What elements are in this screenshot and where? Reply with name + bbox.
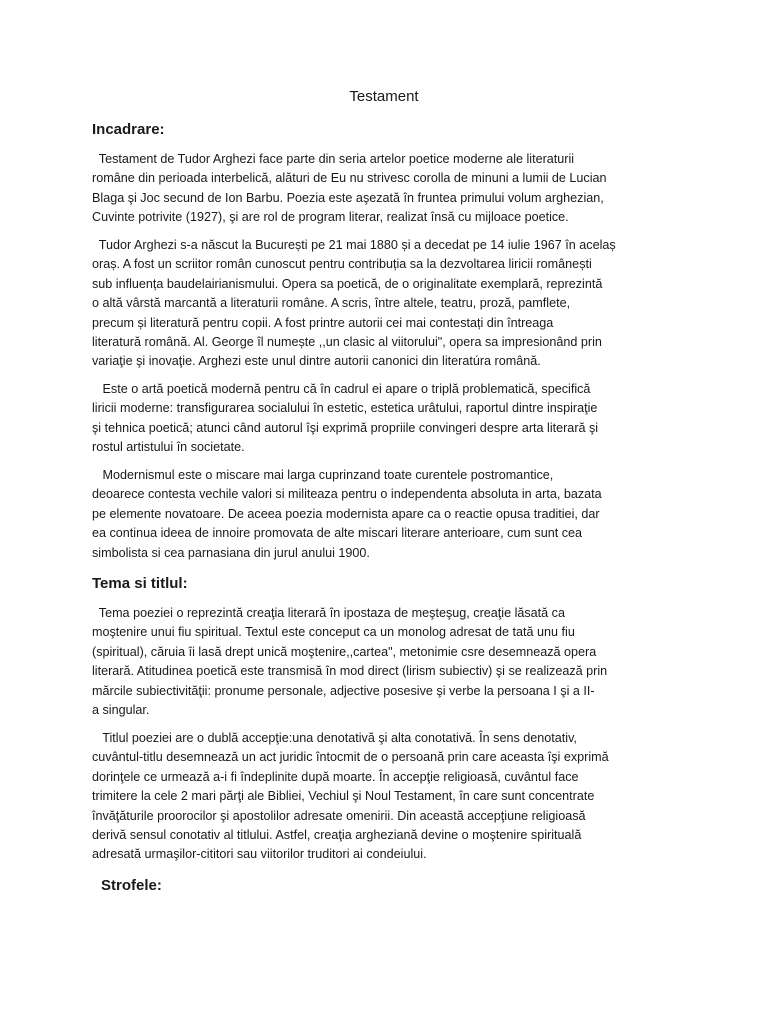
text-line: sub influența baudelairianismului. Opera sa poetică, de o originalitate exemplară, reprezintă — [92, 276, 603, 291]
text-line: Este o artă poetică modernă pentru că în cadrul ei apare o triplă problematică, specifică — [92, 382, 591, 396]
text-line: a singular. — [92, 703, 150, 718]
text-line: simbolista si cea parnasiana din jurul anului 1900. — [92, 545, 370, 560]
text-line: pe elemente novatoare. De aceea poezia modernista apare ca o reactie opusa traditiei, dar — [92, 506, 600, 521]
text-line: rostul artistului în societate. — [92, 440, 245, 455]
paragraph-tema-1 — [92, 604, 682, 720]
text-line: învăţăturile proorocilor şi apostolilor adresate omenirii. Din această accepţiune religioasă — [92, 808, 586, 823]
text-line: şi tehnica poetică; atunci când autorul îşi exprimă propriile convingeri despre arta literară şi — [92, 420, 599, 435]
text-line: o altă vârstă marcantă a literaturii române. A scris, între altele, teatru, proză, pamflete, — [92, 296, 571, 311]
text-line: Cuvinte potrivite (1927), şi are rol de program literar, realizat însă cu mijloace poetice. — [92, 210, 569, 225]
paragraph-tema-2 — [92, 729, 682, 865]
paragraph-incadrare-3 — [92, 380, 682, 458]
text-line: Tudor Arghezi s-a născut la București pe 21 mai 1880 și a decedat pe 14 iulie 1967 în acelaș — [92, 238, 616, 252]
text-line: trimitere la cele 2 mari părţi ale Bibliei, Vechiul şi Noul Testament, în care sunt concentrate — [92, 789, 595, 804]
text-line: Modernismul este o miscare mai larga cuprinzand toate curentele postromantice, — [92, 468, 554, 482]
text-line: dorinţele ce urmează a-i fi îndeplinite după moarte. În accepţie religioasă, cuvântul face — [92, 769, 579, 784]
section-heading-tema-si-titlul: Tema si titlul: — [92, 575, 188, 592]
text-line: oraș. A fost un scriitor român cunoscut pentru contribuția sa la dezvoltarea liricii românești — [92, 257, 592, 272]
text-line: moştenire unui fiu spiritual. Textul este conceput ca un monolog adresat de tată unu fiu — [92, 625, 575, 640]
text-line: Blaga şi Joc secund de Ion Barbu. Poezia este aşezată în fruntea primului volum arghezian, — [92, 190, 604, 205]
text-line: liricii moderne: transfigurarea socialului în estetic, estetica urâtului, raportul dintre inspiraţie — [92, 401, 598, 416]
text-line: cuvântul-titlu desemnează un act juridic întocmit de o persoană prin care aceasta îşi exprimă — [92, 750, 609, 765]
section-heading-strofele: Strofele: — [101, 877, 162, 894]
paragraph-incadrare-2 — [92, 236, 682, 372]
text-line: variaţie şi inovaţie. Arghezi este unul dintre autorii canonici din literatúra română. — [92, 354, 541, 369]
text-line: precum și literatură pentru copii. A fost printre autorii cei mai contestați din întreaga — [92, 315, 554, 330]
document-title: Testament — [349, 88, 419, 105]
text-line: Titlul poeziei are o dublă accepţie:una denotativă şi alta conotativă. În sens denotativ, — [92, 731, 577, 745]
text-line: ea continua ideea de innoire promovata de alte miscari literare anterioare, cum sunt cea — [92, 526, 583, 541]
paragraph-incadrare-4 — [92, 466, 682, 563]
text-line: deoarece contesta vechile valori si militeaza pentru o independenta absoluta in arta, bazata — [92, 487, 602, 502]
text-line: literară. Atitudinea poetică este transmisă în mod direct (lirism subiectiv) şi se realizează prin — [92, 664, 608, 679]
text-line: derivă sensul conotativ al titlului. Astfel, creaţia argheziană devine o moştenire spirituală — [92, 828, 582, 843]
text-line: literatură română. Al. George îl numește ,,un clasic al viitorului", opera sa impresionând prin — [92, 335, 602, 350]
text-line: Tema poeziei o reprezintă creaţia literară în ipostaza de meşteşug, creaţie lăsată ca — [92, 606, 565, 620]
text-line: mărcile subiectivităţii: pronume personale, adjective posesive şi verbe la persoana I şi a II- — [92, 683, 595, 698]
text-line: (spiritual), căruia îi lasă drept unică moştenire,,cartea", metonimie csre desemnează opera — [92, 644, 597, 659]
section-heading-incadrare: Incadrare: — [92, 121, 165, 138]
text-line: adresată urmaşilor-cititori sau viitorilor truditori ai condeiului. — [92, 847, 427, 862]
text-line: Testament de Tudor Arghezi face parte din seria artelor poetice moderne ale literaturii — [92, 152, 575, 166]
paragraph-incadrare-1 — [92, 150, 682, 228]
text-line: române din perioada interbelică, alături de Eu nu strivesc corolla de minuni a lumii de Lucian — [92, 171, 607, 186]
